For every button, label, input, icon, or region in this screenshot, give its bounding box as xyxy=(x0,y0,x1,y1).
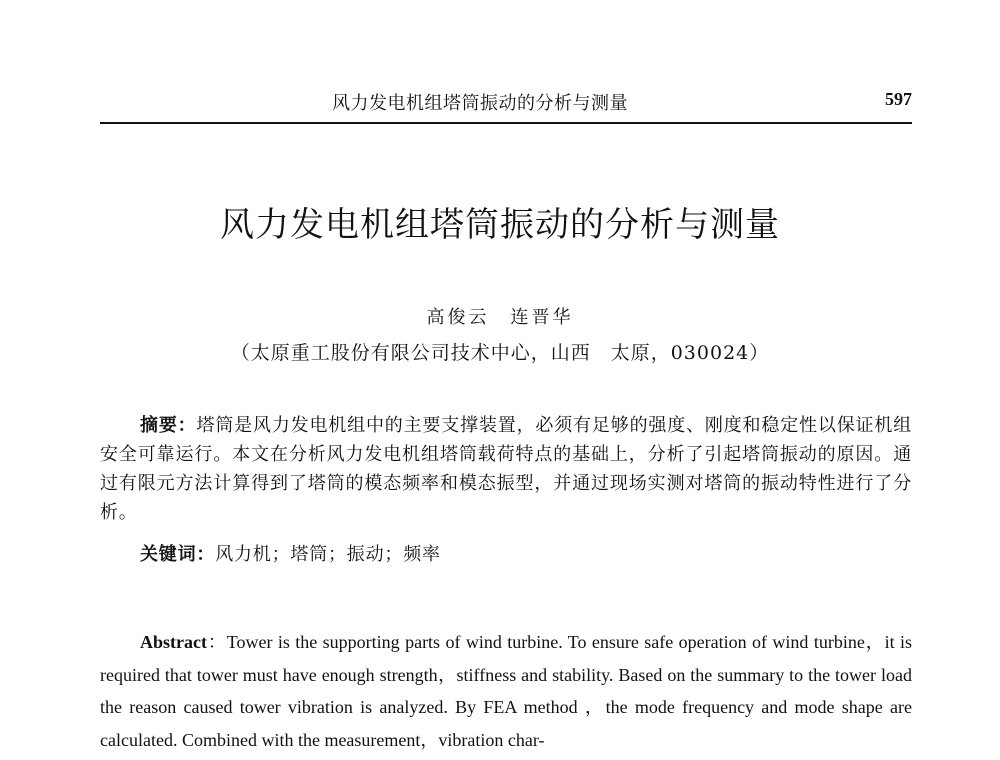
chinese-keywords-text: 风力机；塔筒；振动；频率 xyxy=(215,544,441,565)
running-header xyxy=(100,86,912,116)
english-abstract-separator: ： xyxy=(206,632,227,652)
header-rule xyxy=(100,122,912,124)
chinese-keywords xyxy=(140,540,912,569)
chinese-keywords-label: 关键词： xyxy=(140,544,216,565)
english-abstract-label: Abstract xyxy=(140,632,207,652)
english-abstract xyxy=(100,626,912,756)
affiliation: （太原重工股份有限公司技术中心，山西 太原，030024） xyxy=(230,342,770,364)
running-title: 风力发电机组塔筒振动的分析与测量 xyxy=(332,93,628,114)
chinese-abstract-label: 摘要： xyxy=(140,415,197,436)
chinese-abstract xyxy=(100,411,912,527)
english-abstract-text: Tower is the supporting parts of wind turbine. To ensure safe operation of wind turbine，it is required that tower must have enough strength，stiffness and stability. Based on the summary to the tower load the reason caused tower vibration is analyzed. By FEA method ，the mode frequency and mode shape are calculated. Combined with the measurement，vibration char- xyxy=(100,632,912,750)
chinese-abstract-text: 塔筒是风力发电机组中的主要支撑装置，必须有足够的强度、刚度和稳定性以保证机组安全可靠运行。本文在分析风力发电机组塔筒载荷特点的基础上，分析了引起塔筒振动的原因。通过有限元方法计算得到了塔筒的模态频率和模态振型，并通过现场实测对塔筒的振动特性进行了分析。 xyxy=(100,415,912,523)
paper-title: 风力发电机组塔筒振动的分析与测量 xyxy=(220,205,780,245)
authors: 高俊云 连晋华 xyxy=(426,307,574,328)
page-number: 597 xyxy=(885,89,912,109)
